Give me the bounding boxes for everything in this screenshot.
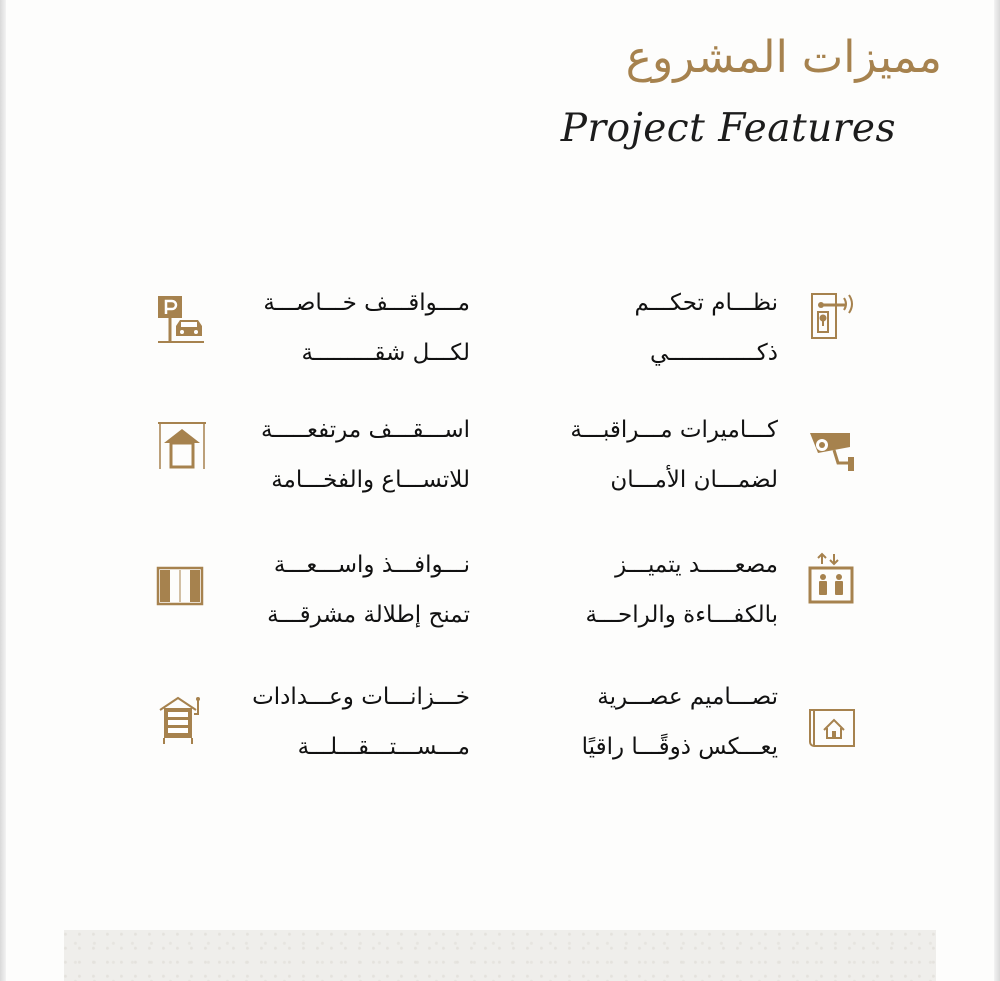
feature-line-1: مصعـــــد يتميـــز: [615, 552, 778, 578]
house-blueprint-icon: [804, 702, 860, 758]
feature-text: [230, 540, 470, 640]
feature-line-1: اســـقـــف مرتفعـــــة: [260, 417, 470, 443]
page-title-arabic: مميزات المشروع: [625, 32, 942, 83]
bottom-decorative-band: [64, 930, 936, 981]
feature-line-2: للاتســـاع والفخـــامة: [271, 467, 470, 493]
feature-text: [230, 672, 470, 772]
parking-car-icon: [154, 292, 210, 348]
high-ceiling-icon: [154, 417, 210, 473]
feature-line-1: كـــاميرات مـــراقبـــة: [570, 417, 778, 443]
water-tank-meter-icon: [154, 692, 210, 748]
feature-text: [230, 405, 470, 505]
feature-elevator: [520, 540, 860, 640]
feature-line-2: تمنح إطلالة مشرقـــة: [267, 602, 470, 628]
feature-line-1: نظـــام تحكـــم: [634, 290, 778, 316]
feature-line-2: لضمـــان الأمـــان: [610, 467, 778, 493]
feature-line-1: خـــزانـــات وعـــدادات: [252, 684, 470, 710]
feature-line-1: تصـــاميم عصـــرية: [597, 684, 778, 710]
feature-text: [518, 278, 778, 378]
feature-text: [518, 405, 778, 505]
feature-line-2: بالكفـــاءة والراحـــة: [585, 602, 778, 628]
feature-private-parking: [130, 278, 470, 378]
feature-wide-windows: [130, 540, 470, 640]
smart-door-lock-icon: [804, 288, 860, 344]
elevator-icon: [804, 550, 860, 606]
feature-surveillance-cameras: [520, 405, 860, 505]
window-icon: [154, 562, 210, 618]
security-camera-icon: [804, 423, 860, 479]
page-edge-left: [0, 0, 6, 981]
feature-line-1: نـــوافـــذ واســـعـــة: [273, 552, 470, 578]
feature-high-ceilings: [130, 405, 470, 505]
feature-line-2: يعـــكس ذوقًـــا راقيًا: [581, 734, 778, 760]
page-title-english: Project Features: [560, 106, 896, 151]
feature-line-2: لكـــل شقـــــــــة: [301, 340, 470, 366]
feature-line-2: ذكـــــــــــــي: [650, 340, 778, 366]
feature-line-2: مـــســـتـــقـــلـــة: [297, 734, 470, 760]
feature-line-1: مـــواقـــف خـــاصـــة: [263, 290, 470, 316]
feature-tanks-meters: [130, 672, 470, 772]
feature-text: [518, 672, 778, 772]
feature-modern-designs: [520, 672, 860, 772]
feature-smart-control: [520, 278, 860, 378]
feature-text: [230, 278, 470, 378]
feature-text: [518, 540, 778, 640]
page-edge-right: [994, 0, 1000, 981]
